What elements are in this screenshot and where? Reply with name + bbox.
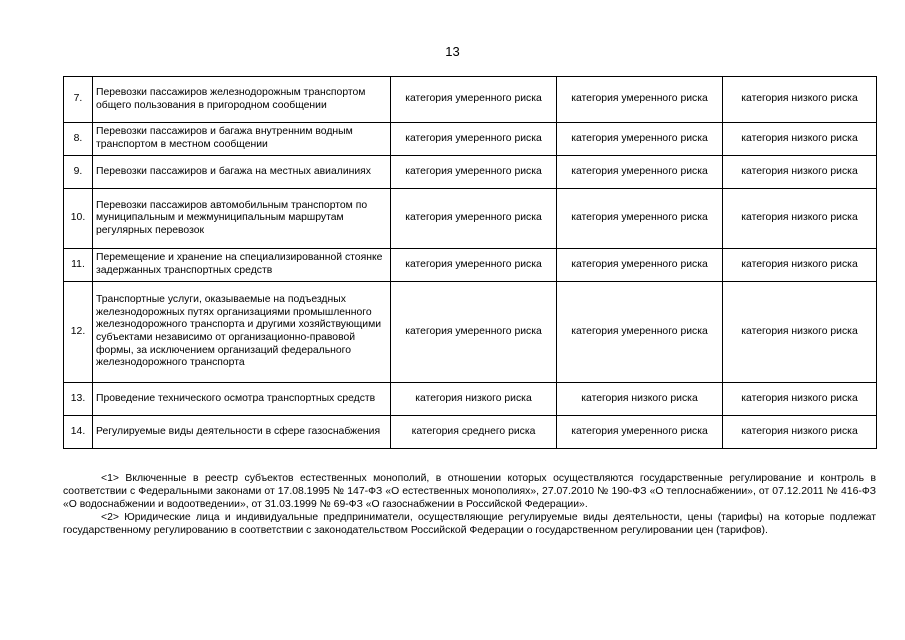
risk-cell: категория умеренного риска [391, 282, 557, 383]
footnote-2: <2> Юридические лица и индивидуальные предприниматели, осуществляющие регулируемые виды деятельности, цены (тарифы) на которые подлежат государственному регулированию в соответствии с законодательством Российской Федерации о государственном регулировании цен (тарифов). [63, 512, 876, 536]
risk-cell: категория низкого риска [723, 123, 877, 156]
risk-cell: категория низкого риска [723, 383, 877, 416]
activity-cell: Регулируемые виды деятельности в сфере газоснабжения [93, 416, 391, 449]
row-number: 7. [64, 77, 93, 123]
table-row [64, 123, 877, 156]
row-number: 8. [64, 123, 93, 156]
risk-cell: категория умеренного риска [557, 77, 723, 123]
row-number: 12. [64, 282, 93, 383]
risk-cell: категория низкого риска [723, 189, 877, 249]
footnote-1: <1> Включенные в реестр субъектов естественных монополий, в отношении которых осуществляются государственные регулирование и контроль в соответствии с Федеральными законами от 17.08.1995 № 147-ФЗ «О естественных монополиях», 27.07.2010 № 190-ФЗ «О теплоснабжении», от 07.12.2011 № 416-ФЗ «О водоснабжении и водоотведении», от 31.03.1999 № 69-ФЗ «О газоснабжении в Российской Федерации». [63, 473, 876, 510]
risk-category-table [63, 76, 877, 449]
table-row [64, 416, 877, 449]
risk-cell: категория умеренного риска [557, 123, 723, 156]
risk-cell: категория низкого риска [723, 156, 877, 189]
table-row [64, 249, 877, 282]
risk-cell: категория среднего риска [391, 416, 557, 449]
row-number: 11. [64, 249, 93, 282]
risk-cell: категория умеренного риска [557, 416, 723, 449]
risk-cell: категория низкого риска [723, 77, 877, 123]
risk-cell: категория низкого риска [557, 383, 723, 416]
row-number: 9. [64, 156, 93, 189]
risk-cell: категория низкого риска [391, 383, 557, 416]
table-row [64, 383, 877, 416]
risk-cell: категория умеренного риска [557, 249, 723, 282]
risk-cell: категория низкого риска [723, 249, 877, 282]
risk-cell: категория умеренного риска [557, 282, 723, 383]
page-number: 13 [445, 44, 460, 59]
activity-cell: Перевозки пассажиров железнодорожным транспортом общего пользования в пригородном сообщении [93, 77, 391, 123]
table-row [64, 156, 877, 189]
activity-cell: Проведение технического осмотра транспортных средств [93, 383, 391, 416]
activity-cell: Перевозки пассажиров и багажа на местных авиалиниях [93, 156, 391, 189]
risk-cell: категория умеренного риска [391, 156, 557, 189]
risk-cell: категория умеренного риска [557, 189, 723, 249]
row-number: 14. [64, 416, 93, 449]
risk-cell: категория умеренного риска [391, 249, 557, 282]
activity-cell: Транспортные услуги, оказываемые на подъездных железнодорожных путях организациями промышленного железнодорожного транспорта и другими хозяйствующими субъектами независимо от организационно-правовой формы, за исключением организаций федерального железнодорожного транспорта [93, 282, 391, 383]
risk-cell: категория умеренного риска [391, 123, 557, 156]
table-row [64, 282, 877, 383]
risk-cell: категория умеренного риска [557, 156, 723, 189]
risk-cell: категория умеренного риска [391, 189, 557, 249]
activity-cell: Перевозки пассажиров автомобильным транспортом по муниципальным и межмуниципальным маршрутам регулярных перевозок [93, 189, 391, 249]
footnotes [63, 472, 876, 537]
row-number: 10. [64, 189, 93, 249]
activity-cell: Перевозки пассажиров и багажа внутренним водным транспортом в местном сообщении [93, 123, 391, 156]
risk-cell: категория низкого риска [723, 416, 877, 449]
table-row [64, 189, 877, 249]
table-row [64, 77, 877, 123]
risk-cell: категория умеренного риска [391, 77, 557, 123]
activity-cell: Перемещение и хранение на специализированной стоянке задержанных транспортных средств [93, 249, 391, 282]
risk-cell: категория низкого риска [723, 282, 877, 383]
row-number: 13. [64, 383, 93, 416]
